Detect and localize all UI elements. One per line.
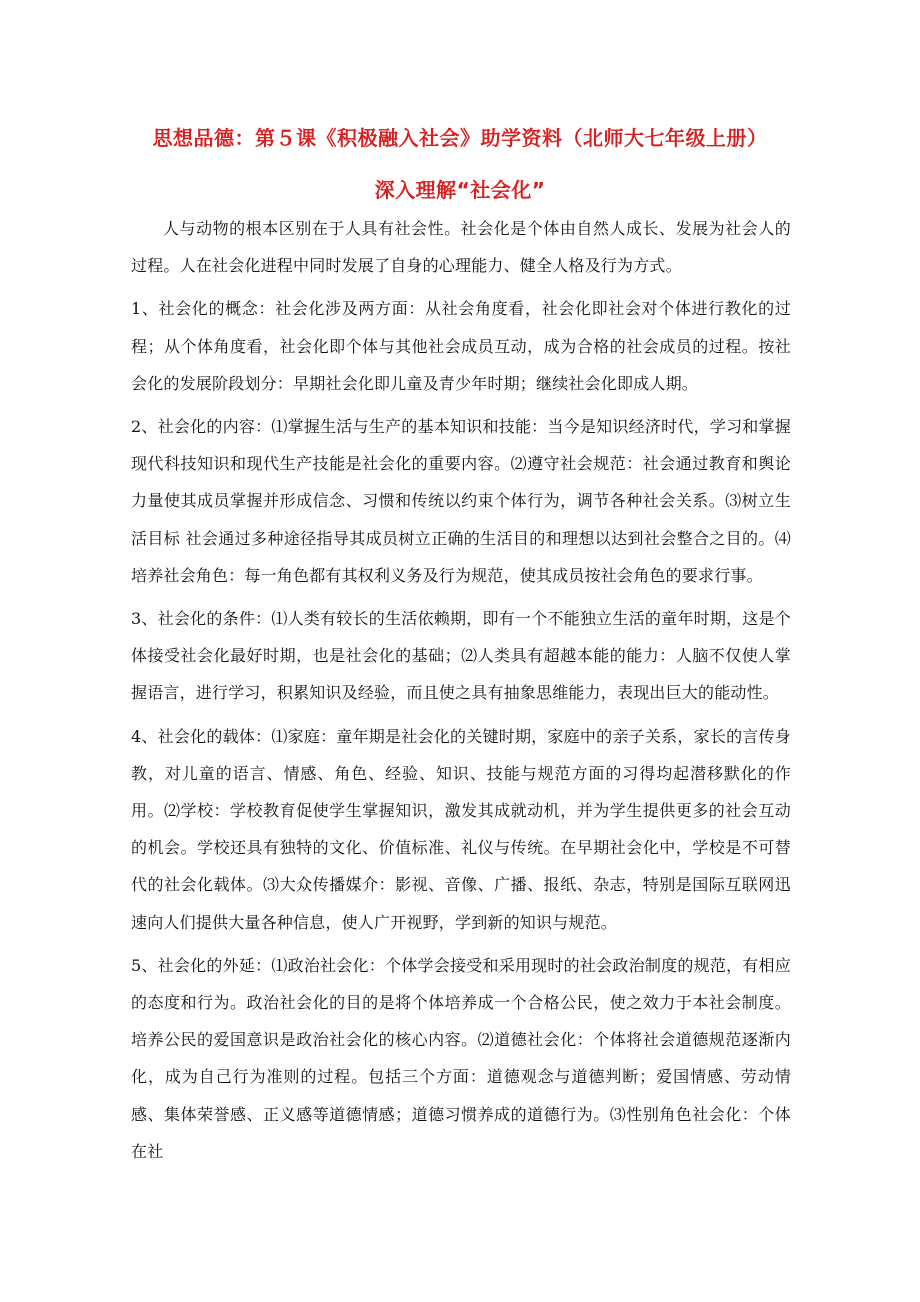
paragraph-extension: 5、社会化的外延：⑴政治社会化：个体学会接受和采用现时的社会政治制度的规范，有相应的态度和行为。政治社会化的目的是将个体培养成一个合格公民，使之效力于本社会制度。培养公民的爱国意识是政治社会化的核心内容。⑵道德社会化：个体将社会道德规范逐渐内化，成为自己行为准则的过程。包括三个方面：道德观念与道德判断；爱国情感、劳动情感、集体荣誉感、正义感等道德情感；道德习惯养成的道德行为。⑶性别角色社会化：个体在社 — [131, 955, 791, 1161]
paragraph-intro: 人与动物的根本区别在于人具有社会性。社会化是个体由自然人成长、发展为社会人的过程。人在社会化进程中同时发展了自身的心理能力、健全人格及行为方式。 — [131, 219, 791, 276]
paragraph-conditions: 3、社会化的条件：⑴人类有较长的生活依赖期，即有一个不能独立生活的童年时期，这是个体接受社会化最好时期，也是社会化的基础；⑵人类具有超越本能的能力：人脑不仅使人掌握语言，进行学习，积累知识及经验，而且使之具有抽象思维能力，表现出巨大的能动性。 — [131, 609, 791, 703]
paragraph-concept: 1、社会化的概念：社会化涉及两方面：从社会角度看，社会化即社会对个体进行教化的过程；从个体角度看，社会化即个体与其他社会成员互动，成为合格的社会成员的过程。按社会化的发展阶段划分：早期社会化即儿童及青少年时期；继续社会化即成人期。 — [131, 299, 791, 393]
paragraph-content: 2、社会化的内容：⑴掌握生活与生产的基本知识和技能：当今是知识经济时代，学习和掌握现代科技知识和现代生产技能是社会化的重要内容。⑵遵守社会规范：社会通过教育和舆论力量使其成员掌握并形成信念、习惯和传统以约束个体行为，调节各种社会关系。⑶树立生活目标 社会通过多种途径指导其成员树立正确的生活目的和理想以达到社会整合之目的。⑷培养社会角色：每一角色都有其权利义务及行为规范，使其成员按社会角色的要求行事。 — [131, 417, 791, 585]
document-body — [131, 210, 791, 1170]
document-subtitle: 深入理解“社会化” — [374, 178, 546, 202]
paragraph-carriers: 4、社会化的载体：⑴家庭：童年期是社会化的关键时期，家庭中的亲子关系，家长的言传身教，对儿童的语言、情感、角色、经验、知识、技能与规范方面的习得均起潜移默化的作用。⑵学校：学校教育促使学生掌握知识，激发其成就动机，并为学生提供更多的社会互动的机会。学校还具有独特的文化、价值标准、礼仪与传统。在早期社会化中，学校是不可替代的社会化载体。⑶大众传播媒介：影视、音像、广播、报纸、杂志，特别是国际互联网迅速向人们提供大量各种信息，使人广开视野，学到新的知识与规范。 — [131, 726, 791, 932]
document-title: 思想品德：第５课《积极融入社会》助学资料（北师大七年级上册） — [152, 126, 768, 150]
